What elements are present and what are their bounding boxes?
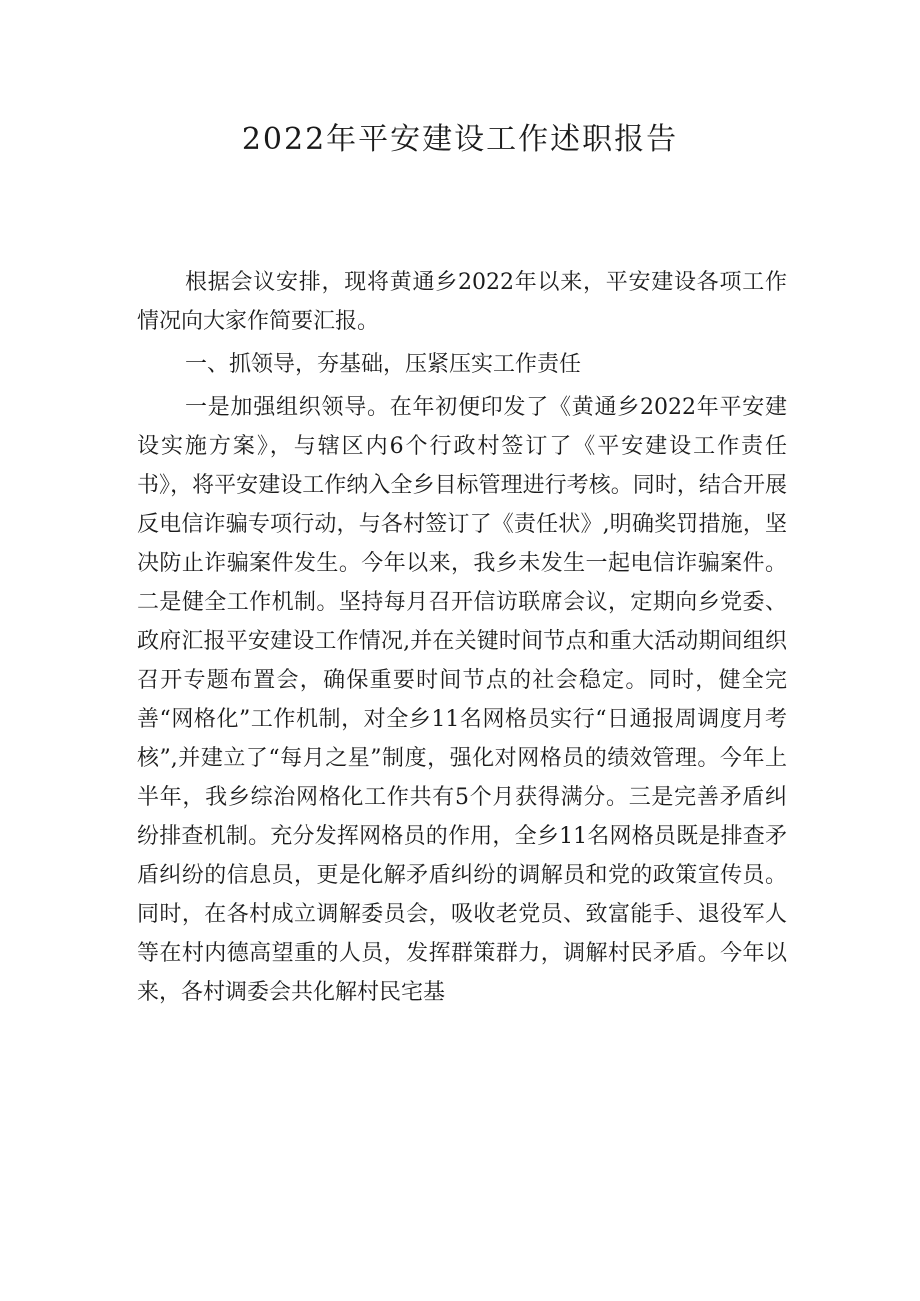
section-heading: 一、抓领导，夯基础，压紧压实工作责任	[185, 352, 582, 377]
intro-paragraph: 根据会议安排，现将黄通乡2022年以来，平安建设各项工作情况向大家作简要汇报。	[137, 270, 787, 334]
body-paragraph: 一是加强组织领导。在年初便印发了《黄通乡2022年平安建设实施方案》，与辖区内6个行政村签订了《平安建设工作责任书》，将平安建设工作纳入全乡目标管理进行考核。同时，结合开展反电信诈骗专项行动，与各村签订了《责任状》,明确奖罚措施，坚决防止诈骗案件发生。今年以来，我乡未发生一起电信诈骗案件。二是健全工作机制。坚持每月召开信访联席会议，定期向乡党委、政府汇报平安建设工作情况,并在关键时间节点和重大活动期间组织召开专题布置会，确保重要时间节点的社会稳定。同时，健全完善“网格化”工作机制，对全乡11名网格员实行“日通报周调度月考核”,并建立了“每月之星”制度，强化对网格员的绩效管理。今年上半年，我乡综治网格化工作共有5个月获得满分。三是完善矛盾纠纷排查机制。充分发挥网格员的作用，全乡11名网格员既是排查矛盾纠纷的信息员，更是化解矛盾纠纷的调解员和党的政策宣传员。同时，在各村成立调解委员会，吸收老党员、致富能手、退役军人等在村内德高望重的人员，发挥群策群力，调解村民矛盾。今年以来，各村调委会共化解村民宅基	[137, 395, 787, 1005]
document-body	[137, 263, 787, 1016]
document-title: 2022年平安建设工作述职报告	[241, 122, 679, 157]
